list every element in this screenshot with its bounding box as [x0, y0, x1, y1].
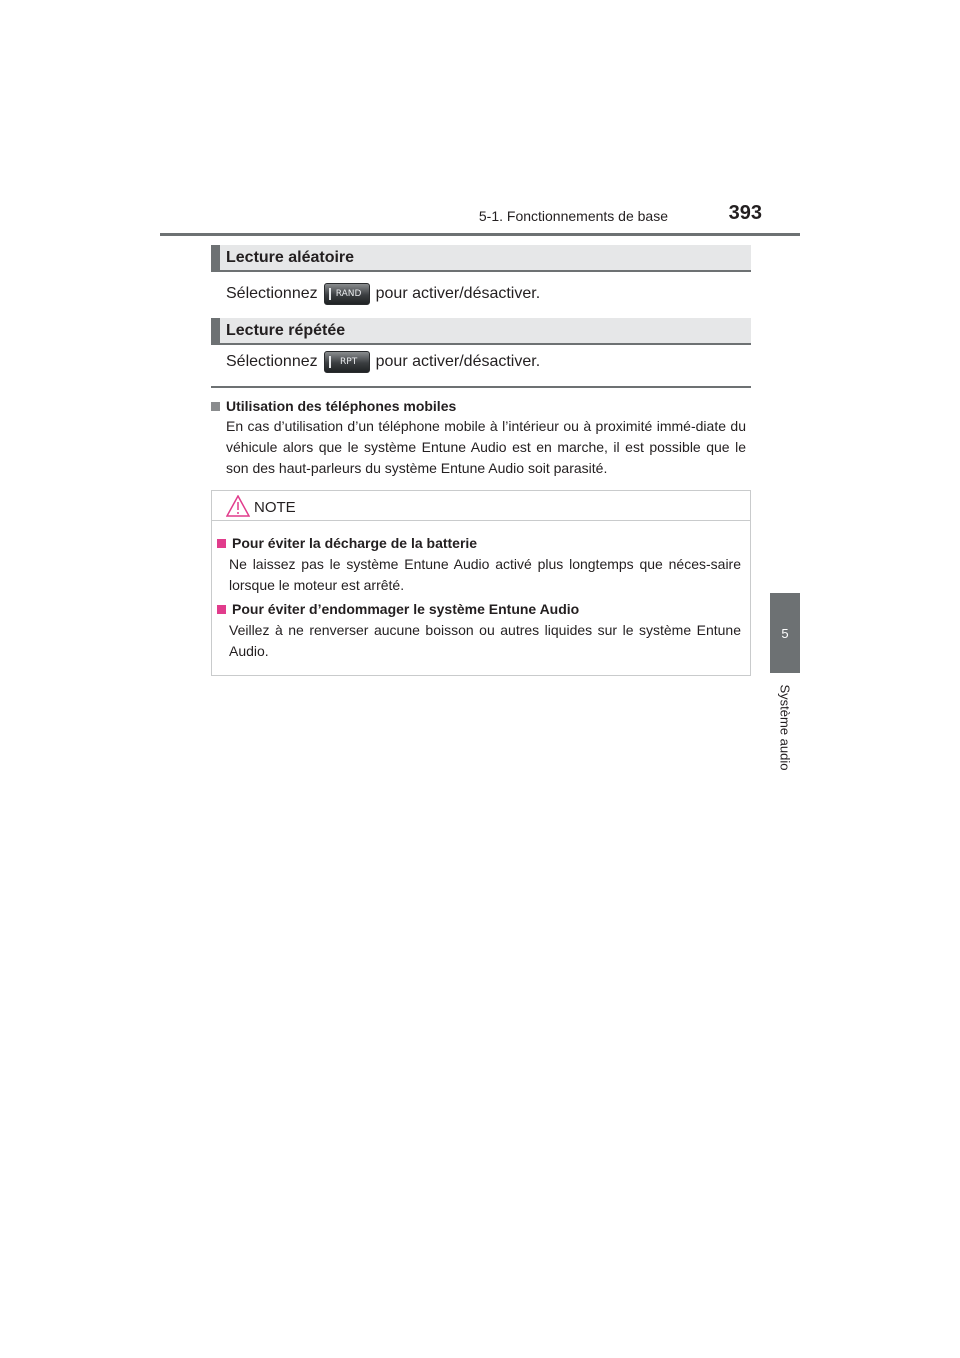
note-item-text: Ne laissez pas le système Entune Audio activé plus longtemps que néces-saire lorsque le moteur est arrêté. [229, 556, 741, 593]
mobile-phones-title [211, 398, 456, 414]
header-divider [160, 233, 800, 236]
note-item-title-text: Pour éviter la décharge de la batterie [232, 535, 478, 551]
note-item-title [217, 601, 579, 617]
repeat-play-instruction [226, 351, 540, 373]
section-divider [211, 386, 751, 388]
page-number: 393 [728, 202, 762, 224]
rpt-button-icon: RPT [324, 351, 370, 373]
note-item-title-text: Pour éviter d’endommager le système Entune Audio [232, 601, 580, 617]
instruction-prefix: Sélectionnez [226, 353, 318, 370]
mobile-phones-text: En cas d’utilisation d’un téléphone mobile à l’intérieur ou à proximité immé-diate du véhicule alors que le système Entune Audio est en marche, il est possible que le son des haut-parleurs du système Entune Audio soit parasité. [226, 418, 746, 476]
bullet-square-icon [211, 402, 220, 411]
note-box [211, 490, 751, 676]
note-item-text: Veillez à ne renverser aucune boisson ou autres liquides sur le système Entune Audio. [229, 622, 741, 659]
bullet-square-icon [217, 605, 226, 614]
instruction-suffix: pour activer/désactiver. [375, 353, 541, 370]
bullet-square-icon [217, 539, 226, 548]
chapter-tab[interactable]: 5 [770, 593, 800, 673]
chapter-label-text: Système audio [777, 684, 793, 770]
note-header [212, 491, 750, 521]
rand-button-icon: RAND [324, 283, 370, 305]
note-item-title [217, 535, 477, 551]
random-play-instruction [226, 283, 540, 305]
instruction-prefix: Sélectionnez [226, 285, 318, 302]
note-label: NOTE [254, 499, 296, 516]
section-title: 5-1. Fonctionnements de base [478, 208, 668, 224]
mobile-phones-title-text: Utilisation des téléphones mobiles [226, 398, 457, 414]
warning-triangle-icon [226, 495, 250, 517]
random-play-heading: Lecture aléatoire [211, 245, 751, 272]
repeat-play-heading: Lecture répétée [211, 318, 751, 345]
instruction-suffix: pour activer/désactiver. [375, 285, 541, 302]
chapter-label [770, 672, 800, 782]
